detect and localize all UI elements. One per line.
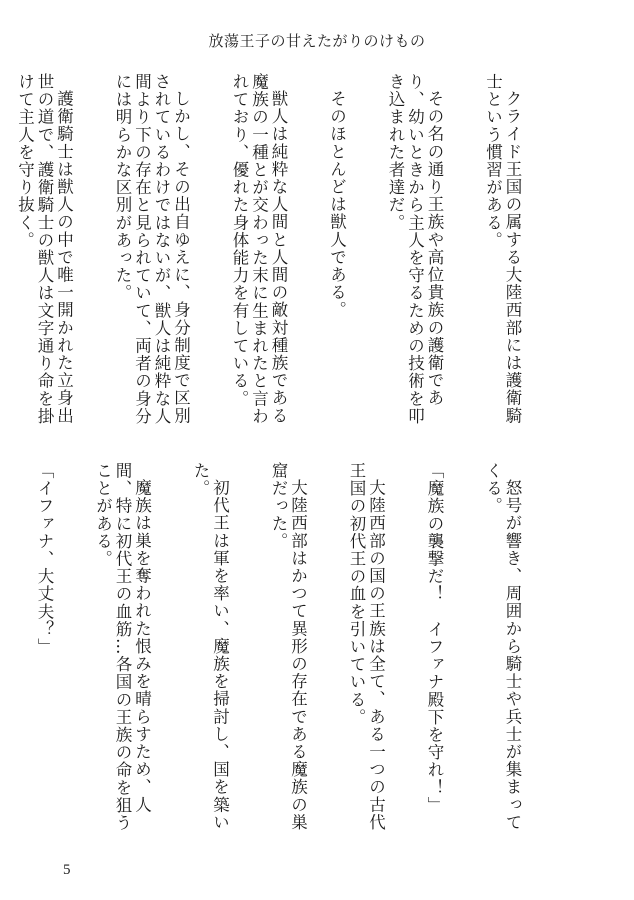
paragraph: 獣人は純粋な人間と人間の敵対種族である魔族の一種とが交わった末に生まれたと言われており、優れた身体能力を有している。 (230, 73, 288, 425)
upper-text-block (15, 73, 561, 438)
paragraph: 護衛騎士は獣人の中で唯一開かれた立身出世の道で、護衛騎士の獣人は文字通り命を掛けて主人を守り抜く。 (15, 73, 74, 425)
paragraph: 大陸西部はかつて異形の存在である魔族の巣窟だった。 (269, 462, 308, 831)
paragraph: 魔族は巣を奪われた恨みを晴らすため、人間、特に初代王の血筋…各国の王族の命を狙うことがある。 (93, 462, 152, 832)
paragraph: 怒号が響き、周囲から騎士や兵士が集まってくる。 (483, 462, 522, 831)
paragraph: 初代王は軍を率い、魔族を掃討し、国を築いた。 (191, 462, 230, 831)
lower-text-block (35, 462, 561, 837)
dialogue-line: 「イファナ、大丈夫？」 (35, 462, 54, 656)
paragraph: クライド王国の属する大陸西部には護衛騎士という慣習がある。 (483, 73, 522, 424)
paragraph: しかし、その出自ゆえに、身分制度で区別されているわけではないが、獣人は純粋な人間より下の存在と見られていて、両者の身分には明らかな区別があった。 (113, 73, 191, 425)
paragraph: 大陸西部の国の王族は全て、ある一つの古代王国の初代王の血を引いている。 (347, 462, 386, 831)
page-number: 5 (63, 862, 71, 878)
paragraph: そのほとんどは獣人である。 (327, 89, 347, 319)
dialogue-line: 「魔族の襲撃だ！ イファナ殿下を守れ！」 (425, 462, 444, 814)
running-head-title: 放蕩王子の甘えたがりのけもの (208, 32, 426, 50)
paragraph: その名の通り王族や高位貴族の護衛であり、幼いときから主人を守るための技術を叩き込まれた者達だ。 (386, 73, 444, 425)
